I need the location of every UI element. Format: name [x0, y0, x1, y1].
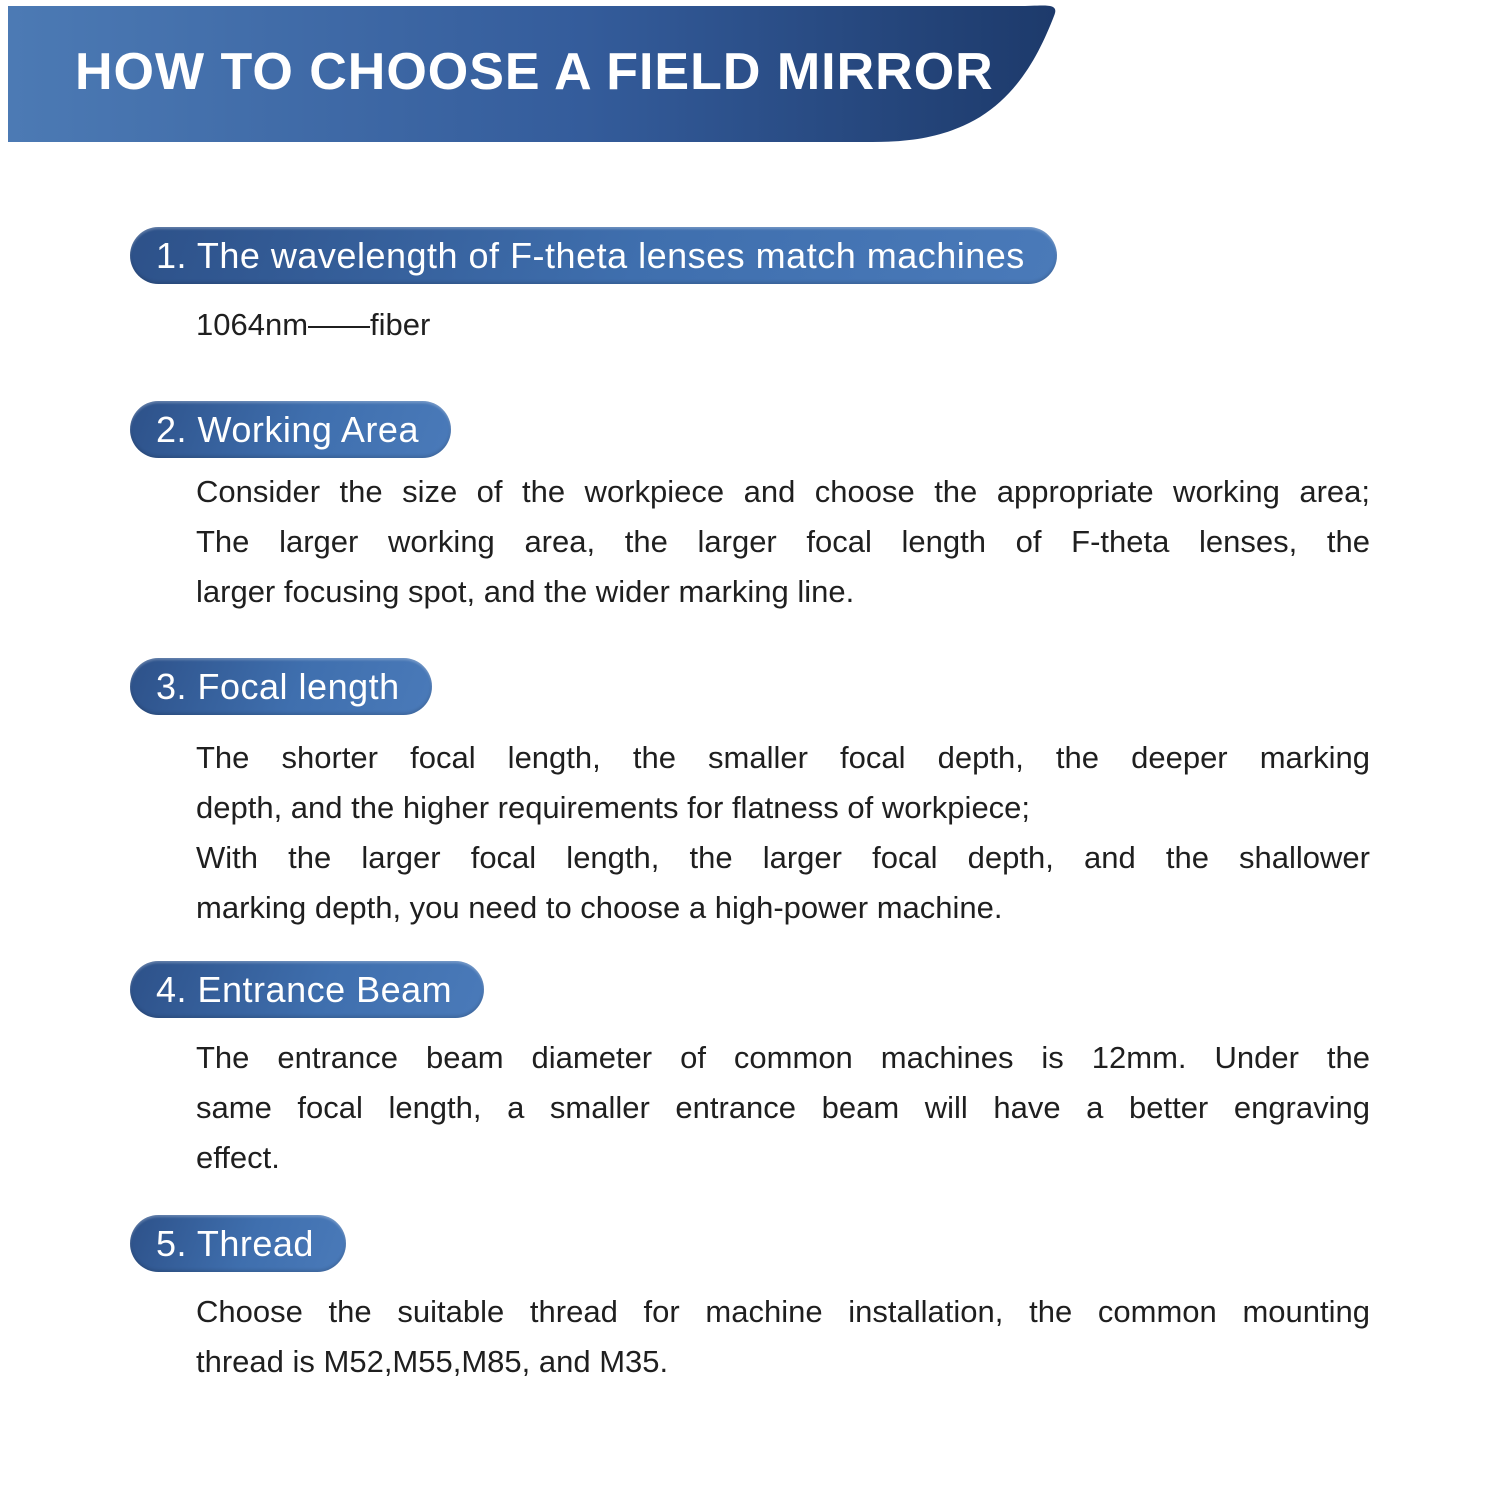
body-line: 1064nm——fiber — [196, 307, 431, 342]
body-line: depth, and the higher requirements for flatness of workpiece; — [196, 790, 1031, 825]
section-heading-focal-length: 3. Focal length — [130, 658, 432, 715]
body-line: thread is M52,M55,M85, and M35. — [196, 1344, 669, 1379]
section-body-focal-length — [196, 733, 1370, 933]
section-heading-thread: 5. Thread — [130, 1215, 346, 1272]
section-body-working-area — [196, 467, 1370, 617]
body-line: larger focusing spot, and the wider marking line. — [196, 574, 855, 609]
body-line: Consider the size of the workpiece and choose the appropriate working area; — [196, 474, 1370, 509]
section-heading-entrance-beam: 4. Entrance Beam — [130, 961, 484, 1018]
section-heading-wavelength: 1. The wavelength of F-theta lenses match machines — [130, 227, 1057, 284]
body-line: The larger working area, the larger focal length of F-theta lenses, the — [196, 524, 1370, 559]
section-body-thread — [196, 1287, 1370, 1387]
section-heading-working-area: 2. Working Area — [130, 401, 451, 458]
body-line: The shorter focal length, the smaller focal depth, the deeper marking — [196, 740, 1370, 775]
title-banner — [0, 0, 1500, 170]
section-body-wavelength — [196, 300, 1370, 350]
body-line: marking depth, you need to choose a high-power machine. — [196, 890, 1003, 925]
page-title: HOW TO CHOOSE A FIELD MIRROR — [75, 43, 994, 101]
body-line: With the larger focal length, the larger focal depth, and the shallower — [196, 840, 1370, 875]
section-body-entrance-beam — [196, 1033, 1370, 1183]
body-line: The entrance beam diameter of common machines is 12mm. Under the — [196, 1040, 1370, 1075]
body-line: Choose the suitable thread for machine installation, the common mounting — [196, 1294, 1370, 1329]
body-line: effect. — [196, 1140, 280, 1175]
body-line: same focal length, a smaller entrance beam will have a better engraving — [196, 1090, 1370, 1125]
